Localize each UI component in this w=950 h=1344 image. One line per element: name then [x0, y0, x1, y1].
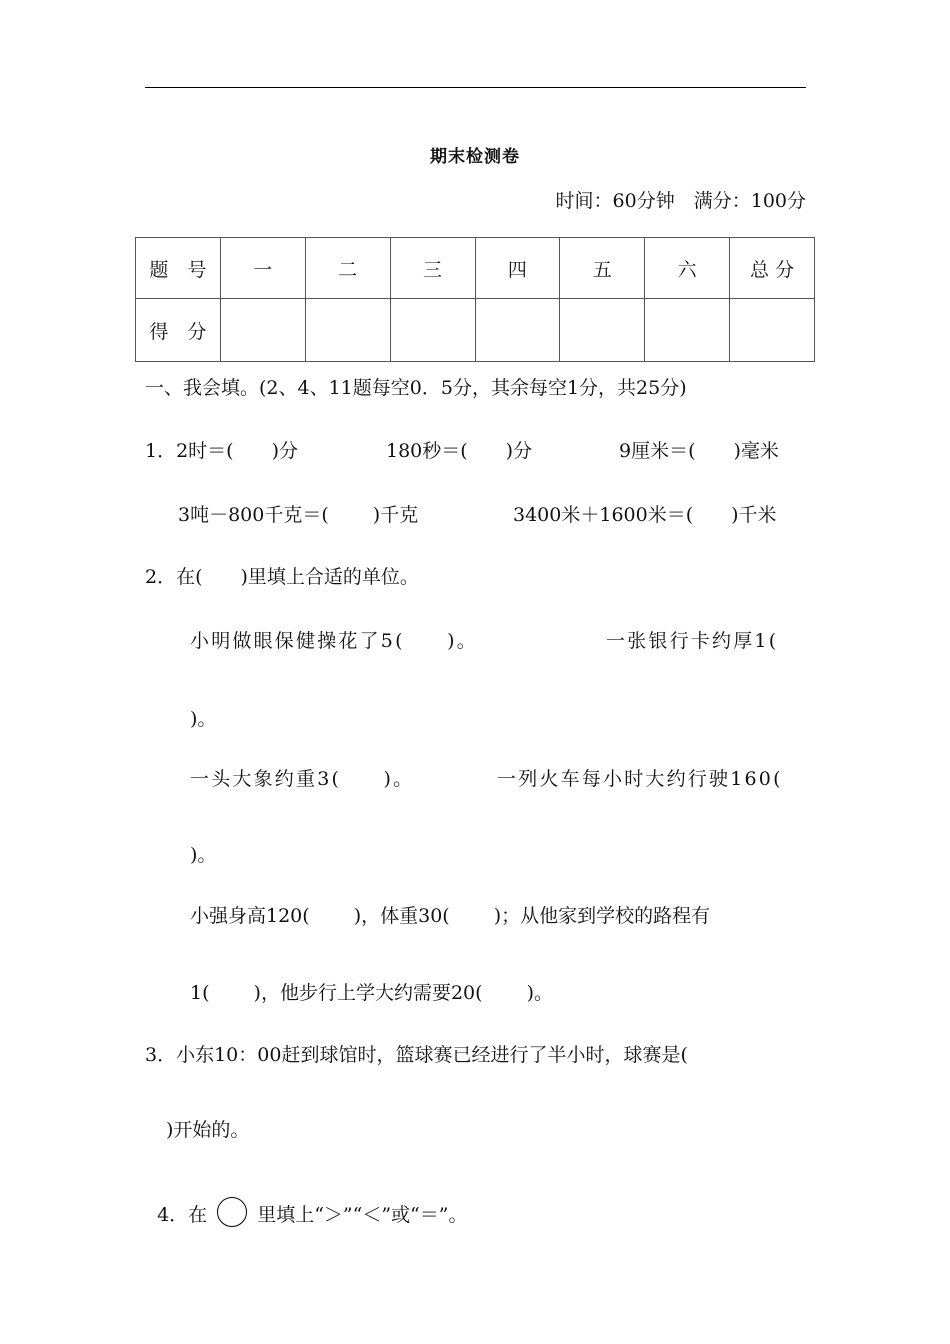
q1-item-c: 9厘米＝( )毫米 — [619, 440, 779, 462]
score-entry-cell[interactable] — [475, 299, 560, 362]
table-cell: 四 — [475, 238, 560, 299]
q3-line-2: )开始的。 — [166, 1119, 250, 1141]
q2-line-c: 一头大象约重3( )。 — [190, 768, 415, 790]
compare-circle-icon — [217, 1197, 247, 1227]
table-cell: 三 — [390, 238, 475, 299]
q2-line-b: 一张银行卡约厚1( — [606, 630, 779, 652]
q1-item-e: 3400米＋1600米＝( )千米 — [513, 504, 777, 526]
score-entry-cell[interactable] — [390, 299, 475, 362]
header-rule — [145, 87, 806, 88]
score-entry-cell[interactable] — [730, 299, 815, 362]
q2-line-d-cont: )。 — [190, 844, 217, 866]
table-cell: 五 — [560, 238, 645, 299]
score-entry-cell[interactable] — [560, 299, 645, 362]
score-table-header-row — [136, 238, 815, 299]
q2-line-e: 小强身高120( )，体重30( )；从他家到学校的路程有 — [190, 905, 711, 927]
table-cell: 一 — [220, 238, 305, 299]
score-entry-cell[interactable] — [645, 299, 730, 362]
q1-item-a: 1．2时＝( )分 — [145, 440, 299, 462]
q1-item-b: 180秒＝( )分 — [386, 440, 533, 462]
score-table — [135, 237, 815, 362]
q4-suffix: 里填上“＞”“＜”或“＝”。 — [257, 1204, 468, 1226]
table-cell: 六 — [645, 238, 730, 299]
table-cell: 总 分 — [730, 238, 815, 299]
score-entry-cell[interactable] — [220, 299, 305, 362]
q2-line-f: 1( )，他步行上学大约需要20( )。 — [190, 982, 553, 1004]
section-heading: 一、我会填。(2、4、11题每空0．5分，其余每空1分，共25分) — [145, 377, 687, 399]
q1-item-d: 3吨－800千克＝( )千克 — [178, 504, 419, 526]
page-title: 期末检测卷 — [430, 147, 520, 167]
q2-line-d: 一列火车每小时大约行驶160( — [497, 768, 783, 790]
q4-prefix: 4．在 — [157, 1204, 208, 1226]
table-cell: 得 分 — [136, 299, 221, 362]
score-entry-cell[interactable] — [305, 299, 390, 362]
q2-line-b-cont: )。 — [190, 708, 217, 730]
q2-line-a: 小明做眼保健操花了5( )。 — [190, 630, 478, 652]
table-cell: 二 — [305, 238, 390, 299]
exam-meta: 时间：60分钟 满分：100分 — [555, 190, 806, 212]
q2-stem: 2．在( )里填上合适的单位。 — [145, 566, 419, 588]
table-cell: 题 号 — [136, 238, 221, 299]
q4-line — [145, 1182, 467, 1231]
score-table-score-row — [136, 299, 815, 362]
q3-line-1: 3．小东10：00赶到球馆时，篮球赛已经进行了半小时，球赛是( — [145, 1044, 688, 1066]
